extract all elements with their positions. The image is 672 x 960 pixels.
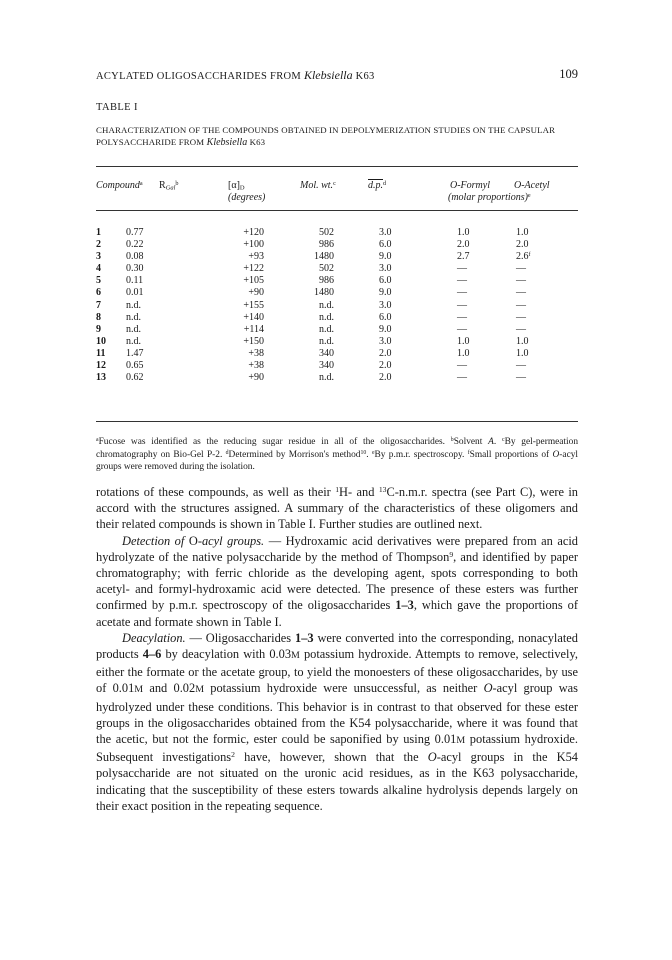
cell-dp: 3.0 (379, 335, 392, 347)
table-bottom-rule (96, 421, 578, 422)
cell-compound: 2 (96, 239, 101, 251)
table-row (96, 348, 578, 360)
cell-mw: n.d. (319, 372, 334, 384)
cell-dp: 9.0 (379, 251, 392, 263)
col-header-rgal: $R_{Gal}^b$ (159, 179, 179, 192)
cell-compound: 8 (96, 311, 101, 323)
table-row (96, 287, 578, 299)
cell-compound: 10 (96, 335, 106, 347)
cell-rgal: n.d. (126, 299, 141, 311)
cell-compound: 9 (96, 323, 101, 335)
cell-compound: 13 (96, 372, 106, 384)
cell-acetyl: — (516, 372, 526, 384)
cell-dp: 3.0 (379, 227, 392, 238)
cell-formyl: — (457, 263, 467, 275)
page-number: 109 (559, 67, 578, 81)
table-header-rule (96, 210, 578, 211)
cell-compound: 6 (96, 287, 101, 299)
cell-acetyl: — (516, 263, 526, 275)
running-head: ACYLATED OLIGOSACCHARIDES FROM Klebsiella K63 (96, 68, 375, 82)
table-footnotes: $^a$Fucose was identified as the reducing sugar residue in all of the oligosaccharides. $^b$Solvent A. $^c$By gel-permeation chromatography on Bio-Gel P-2. $^d$Determined by Morrison's method$^{10}$. $^e$By p.m.r. spectroscopy. $^f$Small proportions of O-acyl groups were removed during the isolation. (96, 437, 579, 472)
cell-mw: 1480 (314, 287, 334, 299)
cell-alpha: +114 (243, 323, 264, 335)
cell-mw: n.d. (319, 323, 334, 335)
cell-rgal: 0.77 (126, 227, 144, 238)
cell-alpha: +38 (248, 347, 264, 359)
cell-mw: n.d. (319, 311, 334, 323)
table-row (96, 360, 578, 372)
cell-dp: 9.0 (379, 323, 392, 335)
cell-rgal: 0.62 (126, 372, 144, 384)
cell-dp: 3.0 (379, 263, 392, 275)
cell-rgal: n.d. (126, 335, 141, 347)
cell-dp: 6.0 (379, 311, 392, 323)
cell-formyl: — (457, 323, 467, 335)
cell-compound: 11 (96, 347, 106, 359)
cell-compound: 1 (96, 227, 101, 238)
cell-mw: 986 (319, 239, 334, 251)
cell-acetyl: 2.0 (516, 239, 529, 251)
cell-compound: 3 (96, 251, 101, 263)
cell-acetyl: — (516, 275, 526, 287)
table-row (96, 312, 578, 324)
cell-alpha: +90 (248, 372, 264, 384)
cell-alpha: +105 (243, 275, 264, 287)
table-row (96, 300, 578, 312)
cell-compound: 7 (96, 299, 101, 311)
cell-formyl: 1.0 (457, 347, 470, 359)
cell-alpha: +100 (243, 239, 264, 251)
table-row (96, 263, 578, 275)
table-row (96, 227, 578, 239)
cell-mw: 340 (319, 347, 334, 359)
cell-formyl: — (457, 360, 467, 372)
cell-dp: 2.0 (379, 372, 392, 384)
cell-compound: 5 (96, 275, 101, 287)
cell-rgal: 0.30 (126, 263, 144, 275)
table-label: TABLE I (96, 102, 138, 113)
table-row (96, 239, 578, 251)
cell-rgal: 0.08 (126, 251, 144, 263)
cell-acetyl: 1.0 (516, 227, 529, 238)
cell-mw: 502 (319, 263, 334, 275)
cell-mw: n.d. (319, 335, 334, 347)
col-header-acyl-unit: (molar proportions)$^e$ (448, 191, 531, 203)
cell-formyl: — (457, 287, 467, 299)
paragraph: rotations of these compounds, as well as their $^1$H- and $^{13}$C-n.m.r. spectra (see Part C), were in accord with the structures assigned. A summary of the characteristics of these oligomers and their related compounds is shown in Table I. Further studies are outlined next. (96, 485, 578, 532)
table-caption: CHARACTERIZATION OF THE COMPOUNDS OBTAINED IN DEPOLYMERIZATION STUDIES ON THE CAPSULAR POLYSACCHARIDE FROM Klebsiella K63 (96, 125, 556, 148)
cell-compound: 12 (96, 360, 106, 372)
cell-dp: 2.0 (379, 360, 392, 372)
cell-dp: 3.0 (379, 299, 392, 311)
cell-rgal: 0.01 (126, 287, 144, 299)
cell-dp: 2.0 (379, 347, 392, 359)
cell-acetyl: — (516, 287, 526, 299)
cell-dp: 9.0 (379, 287, 392, 299)
col-header-compound: Compound$^a$ (96, 179, 143, 191)
table-row (96, 372, 578, 384)
cell-formyl: — (457, 275, 467, 287)
cell-alpha: +140 (243, 311, 264, 323)
cell-formyl: — (457, 311, 467, 323)
col-header-mw: Mol. wt.$^c$ (300, 179, 336, 191)
table-row (96, 336, 578, 348)
cell-dp: 6.0 (379, 239, 392, 251)
cell-rgal: 0.22 (126, 239, 144, 251)
table-row (96, 324, 578, 336)
cell-formyl: — (457, 299, 467, 311)
cell-mw: 1480 (314, 251, 334, 263)
cell-rgal: n.d. (126, 323, 141, 335)
col-header-alpha: $[\alpha]_D$ (degrees) (228, 180, 266, 203)
col-header-formyl: O-Formyl (450, 180, 490, 191)
cell-acetyl: — (516, 299, 526, 311)
table-row (96, 251, 578, 263)
cell-compound: 4 (96, 263, 101, 275)
body-text (96, 484, 578, 814)
cell-rgal: n.d. (126, 311, 141, 323)
cell-alpha: +122 (243, 263, 264, 275)
cell-alpha: +93 (248, 251, 264, 263)
table-top-rule (96, 166, 578, 167)
cell-alpha: +38 (248, 360, 264, 372)
cell-mw: n.d. (319, 299, 334, 311)
cell-formyl: 2.0 (457, 239, 470, 251)
col-header-dp: d.p.$^d$ (368, 179, 387, 191)
cell-rgal: 0.11 (126, 275, 144, 287)
cell-dp: 6.0 (379, 275, 392, 287)
cell-formyl: — (457, 372, 467, 384)
cell-acetyl: — (516, 311, 526, 323)
cell-formyl: 2.7 (457, 251, 470, 263)
col-header-acetyl: O-Acetyl (514, 180, 550, 191)
cell-acetyl: — (516, 323, 526, 335)
cell-alpha: +90 (248, 287, 264, 299)
cell-rgal: 1.47 (126, 347, 144, 359)
paragraph: Detection of O-acyl groups. — Hydroxamic acid derivatives were prepared from an acid hydrolyzate of the native polysaccharide by the method of Thompson$^9$, and identified by paper chromatography; with ferric chloride as the developing agent, spots corresponding to both acetyl- and formyl-hydroxamic acid were detected. The presence of these esters was further confirmed by p.m.r. spectroscopy of the oligosaccharides 1–3, which gave the proportions of acetate and formate shown in Table I. (96, 533, 578, 629)
cell-alpha: +155 (243, 299, 264, 311)
cell-formyl: 1.0 (457, 227, 470, 238)
cell-rgal: 0.65 (126, 360, 144, 372)
paragraph: Deacylation. — Oligosaccharides 1–3 were converted into the corresponding, nonacylated products 4–6 by deacylation with 0.03M potassium hydroxide. Attempts to remove, selectively, either the formate or the acetate group, to yield the monoesters of these oligosaccharides, by use of 0.01M and 0.02M potassium hydroxide were unsuccessful, as neither O-acyl group was hydrolyzed under these conditions. This behavior is in contrast to that observed for these ester groups in the oligosaccharides obtained from the K54 polysaccharide, where it was found that the acetic, but not the formic, ester could be saponified by using 0.01M potassium hydroxide. Subsequent investigations$^2$ have, however, shown that the O-acyl groups in the K54 polysaccharide are not situated on the uronic acid residues, as in the K63 polysaccharide, indicating that the susceptibility of these esters towards alkaline hydrolysis depends largely on their exact position in the repeating sequence. (96, 630, 578, 813)
cell-formyl: 1.0 (457, 335, 470, 347)
cell-acetyl: 1.0 (516, 335, 529, 347)
running-header (96, 68, 578, 84)
cell-mw: 986 (319, 275, 334, 287)
cell-alpha: +150 (243, 335, 264, 347)
table-body (96, 227, 578, 384)
cell-mw: 502 (319, 227, 334, 238)
cell-acetyl: 2.6$^f$ (516, 251, 531, 263)
cell-mw: 340 (319, 360, 334, 372)
cell-acetyl: — (516, 360, 526, 372)
cell-acetyl: 1.0 (516, 347, 529, 359)
cell-alpha: +120 (243, 227, 264, 238)
table-row (96, 275, 578, 287)
